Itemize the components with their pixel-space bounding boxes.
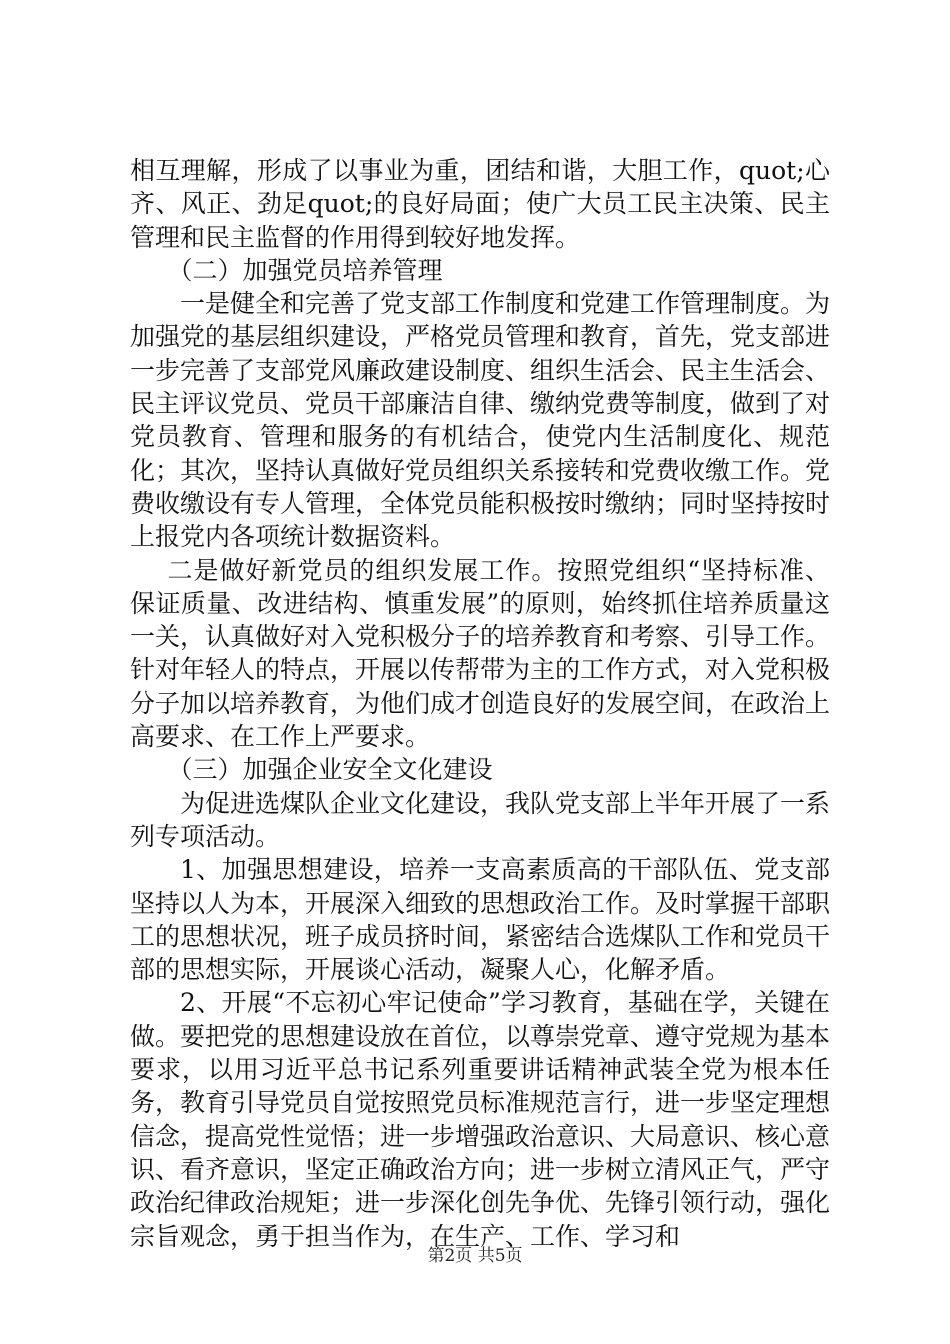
document-body xyxy=(130,154,830,1253)
paragraph-4: 二是做好新党员的组织发展工作。按照党组织“坚持标准、保证质量、改进结构、慎重发展”的原则，始终抓住培养质量这一关，认真做好对入党积极分子的培养教育和考察、引导工作。针对年轻人的特点，开展以传帮带为主的工作方式，对入党积极分子加以培养教育，为他们成才创造良好的发展空间，在政治上高要求、在工作上严要求。 xyxy=(130,555,831,752)
paragraph-1: 相互理解，形成了以事业为重，团结和谐，大胆工作，quot;心齐、风正、劲足quot;的良好局面；使广大员工民主决策、民主管理和民主监督的作用得到较好地发挥。 xyxy=(130,156,830,252)
paragraph-3: 一是健全和完善了党支部工作制度和党建工作管理制度。为加强党的基层组织建设，严格党员管理和教育，首先，党支部进一步完善了支部党风廉政建设制度、组织生活会、民主生活会、民主评议党员、党员干部廉洁自律、缴纳党费等制度，做到了对党员教育、管理和服务的有机结合，使党内生活制度化、规范化；其次，坚持认真做好党员组织关系接转和党费收缴工作。党费收缴设有专人管理，全体党员能积极按时缴纳；同时坚持按时上报党内各项统计数据资料。 xyxy=(130,289,831,552)
paragraph-7: 1、加强思想建设，培养一支高素质高的干部队伍、党支部坚持以人为本，开展深入细致的思想政治工作。及时掌握干部职工的思想状况，班子成员挤时间，紧密结合选煤队工作和党员干部的思想实际，开展谈心活动，凝聚人心，化解矛盾。 xyxy=(130,855,831,985)
section-heading-3: （三）加强企业安全文化建设 xyxy=(167,755,493,785)
paragraph-8: 2、开展“不忘初心牢记使命”学习教育，基础在学，关键在做。要把党的思想建设放在首位，以尊崇党章、遵守党规为基本要求，以用习近平总书记系列重要讲话精神武装全党为根本任务，教育引导党员自觉按照党员标准规范言行，进一步坚定理想信念，提高党性觉悟；进一步增强政治意识、大局意识、核心意识、看齐意识，坚定正确政治方向；进一步树立清风正气，严守政治纪律政治规矩；进一步深化创先争优、先锋引领行动，强化宗旨观念，勇于担当作为，在生产、工作、学习和 xyxy=(130,988,831,1251)
section-heading-2: （二）加强党员培养管理 xyxy=(167,255,443,285)
paragraph-6: 为促进选煤队企业文化建设，我队党支部上半年开展了一系列专项活动。 xyxy=(130,788,831,851)
page-number: 第2页 共5页 xyxy=(427,1246,523,1266)
